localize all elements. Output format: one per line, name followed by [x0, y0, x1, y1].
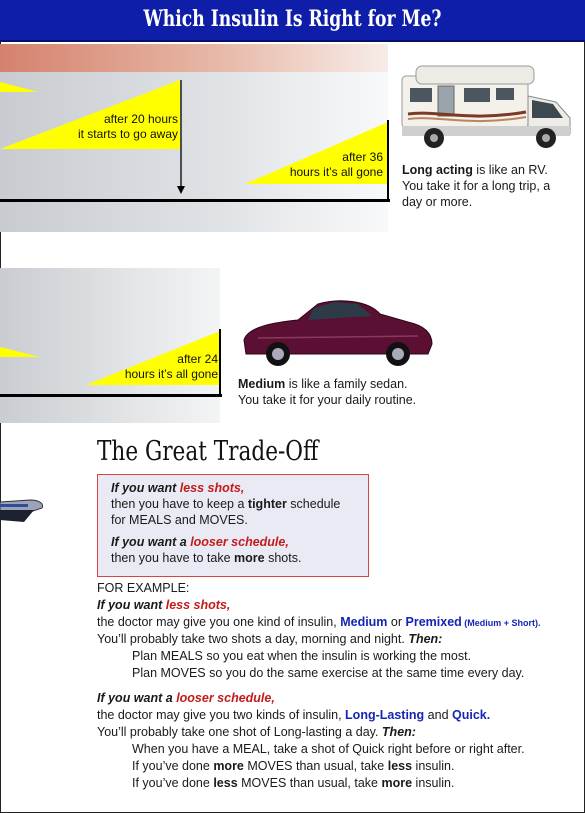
plane-partial-image [0, 488, 48, 528]
caption-20-hours: after 20 hours it starts to go away [77, 112, 178, 141]
example-a-heading: If you want less shots, [97, 598, 231, 612]
example-a-line4: Plan MOVES so you do the same exercise at the same time every day. [132, 666, 525, 680]
long-acting-baseline [0, 199, 390, 202]
title-banner [0, 0, 585, 42]
example-b-line5: If you’ve done less MOVES than usual, take more insulin. [132, 776, 455, 790]
page-title: Which Insulin Is Right for Me? [143, 6, 442, 32]
medium-description: Medium is like a family sedan. You take it for your daily routine. [238, 377, 417, 407]
example-a-line1: the doctor may give you one kind of insulin, Medium or Premixed (Medium + Short). [97, 615, 541, 629]
example-b-line1: the doctor may give you two kinds of insulin, Long-Lasting and Quick. [97, 708, 491, 722]
example-a-line3: Plan MEALS so you eat when the insulin is working the most. [132, 649, 472, 663]
rv-image [398, 62, 576, 154]
example-b-line4: If you’ve done more MOVES than usual, take less insulin. [132, 759, 455, 773]
caption-24-hours: after 24 hours it’s all gone [124, 352, 218, 381]
caption-36-hours: after 36 hours it’s all gone [289, 150, 383, 179]
gradient-bar [0, 44, 388, 72]
example-b-line3: When you have a MEAL, take a shot of Quick right before or right after. [132, 742, 525, 756]
example-a-line2: You’ll probably take two shots a day, morning and night. Then: [97, 632, 443, 646]
long-acting-description: Long acting is like an RV. You take it for a long trip, a day or more. [402, 163, 551, 209]
long-acting-graph [0, 72, 392, 212]
sedan-image [238, 296, 438, 372]
for-example-label: FOR EXAMPLE: [97, 581, 190, 595]
medium-baseline [0, 394, 222, 397]
tradeoff-heading: The Great Trade-Off [97, 436, 319, 467]
wedge-left-medium [0, 347, 40, 357]
tradeoff-box: If you want less shots, then you have to keep a tighter schedule for MEALS and MOVES. If you want a looser schedule, then you have to take more shots. [97, 474, 369, 577]
example-b-heading: If you want a looser schedule, [97, 691, 275, 705]
example-b-line2: You’ll probably take one shot of Long-lasting a day. Then: [97, 725, 416, 739]
wedge-left [0, 82, 38, 92]
